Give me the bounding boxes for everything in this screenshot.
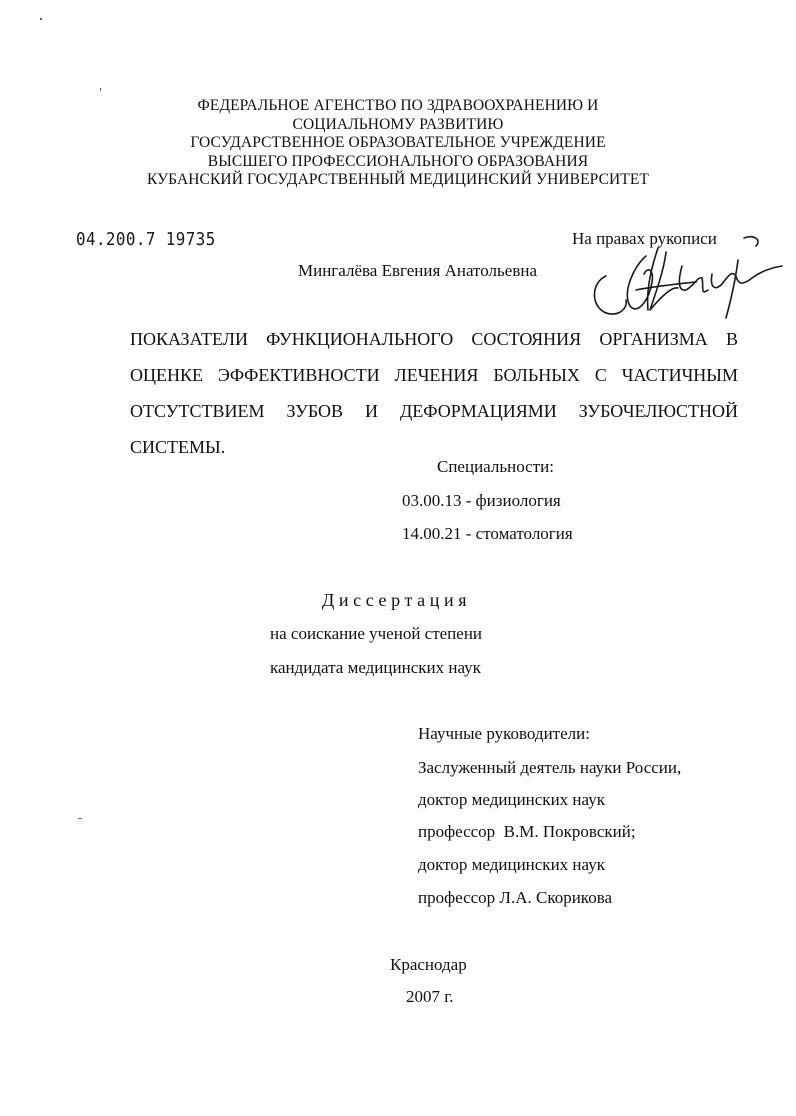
manuscript-rights-note: На правах рукописи [572, 229, 717, 248]
supervisor-line: доктор медицинских наук [418, 855, 605, 874]
supervisor-line: профессор Л.А. Скорикова [418, 888, 613, 907]
degree-line: на соискание ученой степени [270, 624, 483, 643]
supervisors-label: Научные руководители: [418, 724, 590, 743]
title-line: ОТСУТСТВИЕМ ЗУБОВ И ДЕФОРМАЦИЯМИ ЗУБОЧЕЛЮСТНОЙ [130, 401, 738, 421]
supervisor-line: профессор В.М. Покровский; [418, 822, 636, 841]
scan-speck [78, 818, 82, 819]
archive-stamp-code [76, 229, 216, 250]
header-line: ФЕДЕРАЛЬНОЕ АГЕНСТВО ПО ЗДРАВООХРАНЕНИЮ И [197, 97, 599, 114]
supervisor-line: доктор медицинских наук [418, 790, 605, 809]
header-line: ВЫСШЕГО ПРОФЕССИОНАЛЬНОГО ОБРАЗОВАНИЯ [207, 152, 589, 170]
city: Краснодар [390, 955, 467, 974]
dissertation-title [130, 321, 738, 465]
scan-speck [100, 88, 101, 91]
header-line: СОЦИАЛЬНОМУ РАЗВИТИЮ [292, 115, 504, 133]
title-line: СИСТЕМЫ. [130, 437, 226, 457]
institution-header [0, 97, 796, 190]
archive-code-text: 04.200.7 19735 [76, 229, 216, 250]
specialty-item: 03.00.13 - физиология [402, 491, 561, 510]
title-line: ОЦЕНКЕ ЭФФЕКТИВНОСТИ ЛЕЧЕНИЯ БОЛЬНЫХ С ЧАСТИЧНЫМ [130, 365, 738, 385]
title-line: ПОКАЗАТЕЛИ ФУНКЦИОНАЛЬНОГО СОСТОЯНИЯ ОРГАНИЗМА В [130, 329, 738, 349]
degree-line: кандидата медицинских наук [270, 658, 481, 677]
dissertation-heading: Диссертация [322, 590, 472, 610]
handwritten-signature [586, 226, 786, 326]
supervisor-line: Заслуженный деятель науки России, [418, 758, 682, 777]
header-line: КУБАНСКИЙ ГОСУДАРСТВЕННЫЙ МЕДИЦИНСКИЙ УНИВЕРСИТЕТ [146, 171, 650, 189]
scan-speck [40, 18, 42, 20]
year: 2007 г. [406, 987, 454, 1006]
author-name: Мингалёва Евгения Анатольевна [298, 261, 537, 280]
header-line: ГОСУДАРСТВЕННОЕ ОБРАЗОВАТЕЛЬНОЕ УЧРЕЖДЕНИЕ [190, 134, 606, 152]
specialty-item: 14.00.21 - стоматология [402, 524, 573, 543]
specialties-label: Специальности: [437, 457, 554, 476]
